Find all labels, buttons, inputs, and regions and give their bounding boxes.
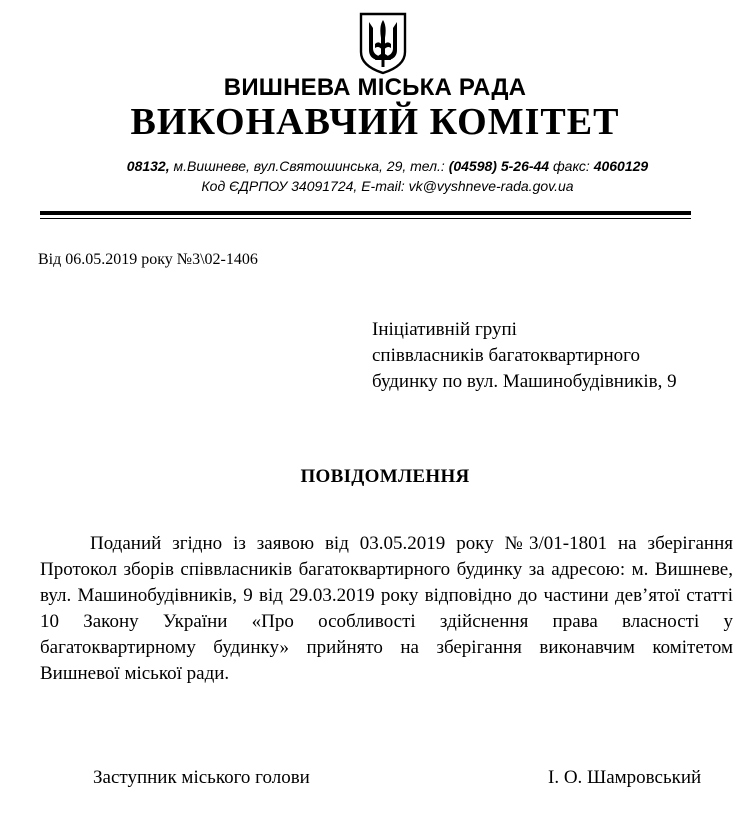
executive-committee-name: ВИКОНАВЧИЙ КОМІТЕТ xyxy=(130,101,620,143)
phone: (04598) 5-26-44 xyxy=(448,158,550,174)
addressee-line: співвласників багатоквартирного xyxy=(372,345,640,366)
contact-line xyxy=(0,156,750,176)
tryzub-emblem-icon xyxy=(357,10,409,76)
document-reference: Від 06.05.2019 року №3\02-1406 xyxy=(38,251,258,268)
addressee-block xyxy=(372,317,677,395)
signer-position: Заступник міського голови xyxy=(93,767,310,788)
addressee-line: будинку по вул. Машинобудівників, 9 xyxy=(372,371,677,392)
header-divider-thin xyxy=(40,218,691,219)
fax: 4060129 xyxy=(593,158,649,174)
signer-name: І. О. Шамровський xyxy=(548,767,702,788)
registry-line: Код ЄДРПОУ 34091724, E-mail: vk@vyshneve-rada.gov.ua xyxy=(201,178,574,194)
document-title: ПОВІДОМЛЕННЯ xyxy=(300,466,470,487)
fax-label: факс: xyxy=(549,158,594,174)
council-name: ВИШНЕВА МІСЬКА РАДА xyxy=(223,74,527,101)
addressee-line: Ініціативній групі xyxy=(372,319,517,340)
address: м.Вишневе, вул.Святошинська, 29, тел.: xyxy=(169,158,449,174)
postcode: 08132, xyxy=(126,158,170,174)
notice-body: Поданий згідно із заявою від 03.05.2019 року №3/01-1801 на зберігання Протокол зборів співвласників багатоквартирного будинку за адресою: м. Вишневе, вул. Машинобудівників, 9 від 29.03.2019 року відповідно до частини дев’ятої статті 10 Закону України «Про особливості здійснення права власності у багатоквартирному будинку» прийнято на зберігання виконавчим комітетом Вишневої міської ради. xyxy=(40,533,733,684)
header-divider-thick xyxy=(40,211,691,215)
